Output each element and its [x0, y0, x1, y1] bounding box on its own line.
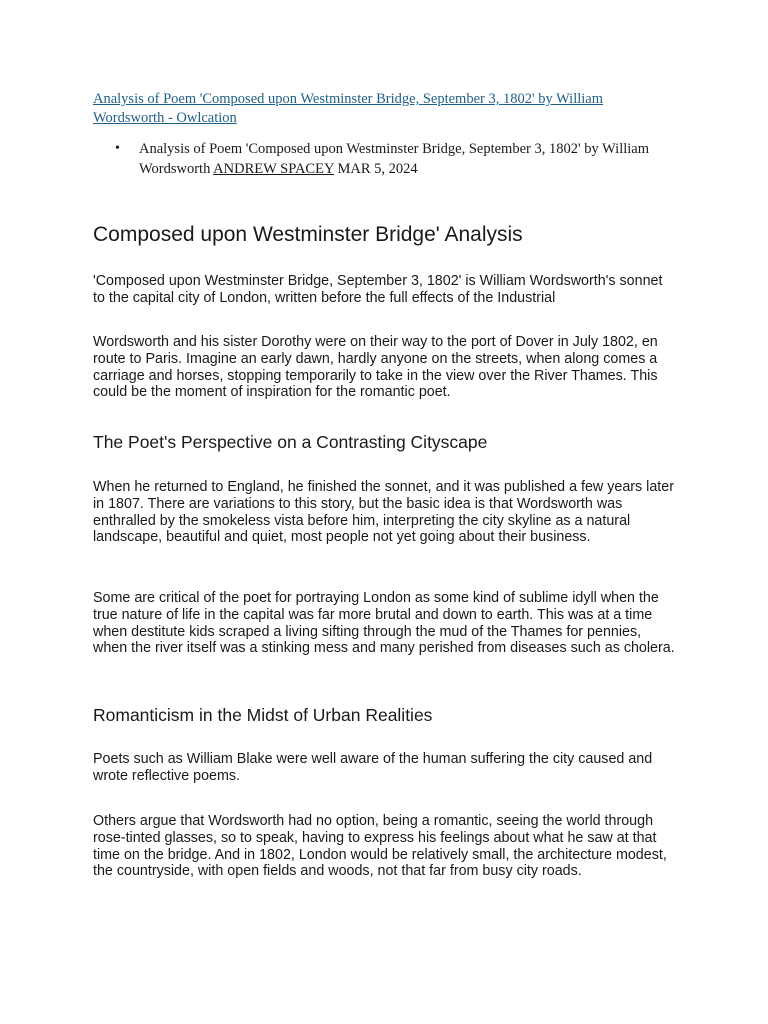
source-article-link[interactable]: Analysis of Poem 'Composed upon Westminster Bridge, September 3, 1802' by William Wordsworth - Owlcation	[93, 91, 603, 126]
byline-author-link[interactable]: ANDREW SPACEY	[213, 161, 334, 177]
section-heading-romanticism: Romanticism in the Midst of Urban Realities	[93, 705, 433, 725]
byline-list	[93, 139, 663, 179]
section-heading-perspective: The Poet's Perspective on a Contrasting Cityscape	[93, 432, 488, 452]
section-1-paragraph-2: Some are critical of the poet for portraying London as some kind of sublime idyll when the true nature of life in the capital was far more brutal and down to earth. This was at a time when destitute kids scraped a living sifting through the mud of the Thames for pennies, when the river itself was a stinking mess and many perished from diseases such as cholera.	[93, 590, 675, 657]
byline-date: MAR 5, 2024	[337, 161, 418, 177]
intro-paragraph-1: 'Composed upon Westminster Bridge, September 3, 1802' is William Wordsworth's sonnet to the capital city of London, written before the full effects of the Industrial	[93, 273, 663, 306]
byline-title: Analysis of Poem 'Composed upon Westminster Bridge, September 3, 1802' by William Wordsworth	[139, 141, 649, 177]
section-1-paragraph-1: When he returned to England, he finished the sonnet, and it was published a few years later in 1807. There are variations to this story, but the basic idea is that Wordsworth was enthralled by the smokeless vista before him, interpreting the city skyline as a natural landscape, beautiful and quiet, most people not yet going about their business.	[93, 479, 674, 546]
section-2-paragraph-1: Poets such as William Blake were well aware of the human suffering the city caused and wrote reflective poems.	[93, 751, 653, 784]
intro-paragraph-2: Wordsworth and his sister Dorothy were on their way to the port of Dover in July 1802, en route to Paris. Imagine an early dawn, hardly anyone on the streets, when along comes a carriage and horses, stopping temporarily to take in the view over the River Thames. This could be the moment of inspiration for the romantic poet.	[93, 334, 658, 401]
byline-item	[93, 139, 663, 179]
bullet-icon: •	[115, 141, 120, 156]
page-title: Composed upon Westminster Bridge' Analysis	[93, 223, 523, 246]
section-2-paragraph-2: Others argue that Wordsworth had no option, being a romantic, seeing the world through rose-tinted glasses, so to speak, having to express his feelings about what he saw at that time on the bridge. And in 1802, London would be relatively small, the architecture modest, the countryside, with open fields and woods, not that far from busy city roads.	[93, 813, 667, 880]
